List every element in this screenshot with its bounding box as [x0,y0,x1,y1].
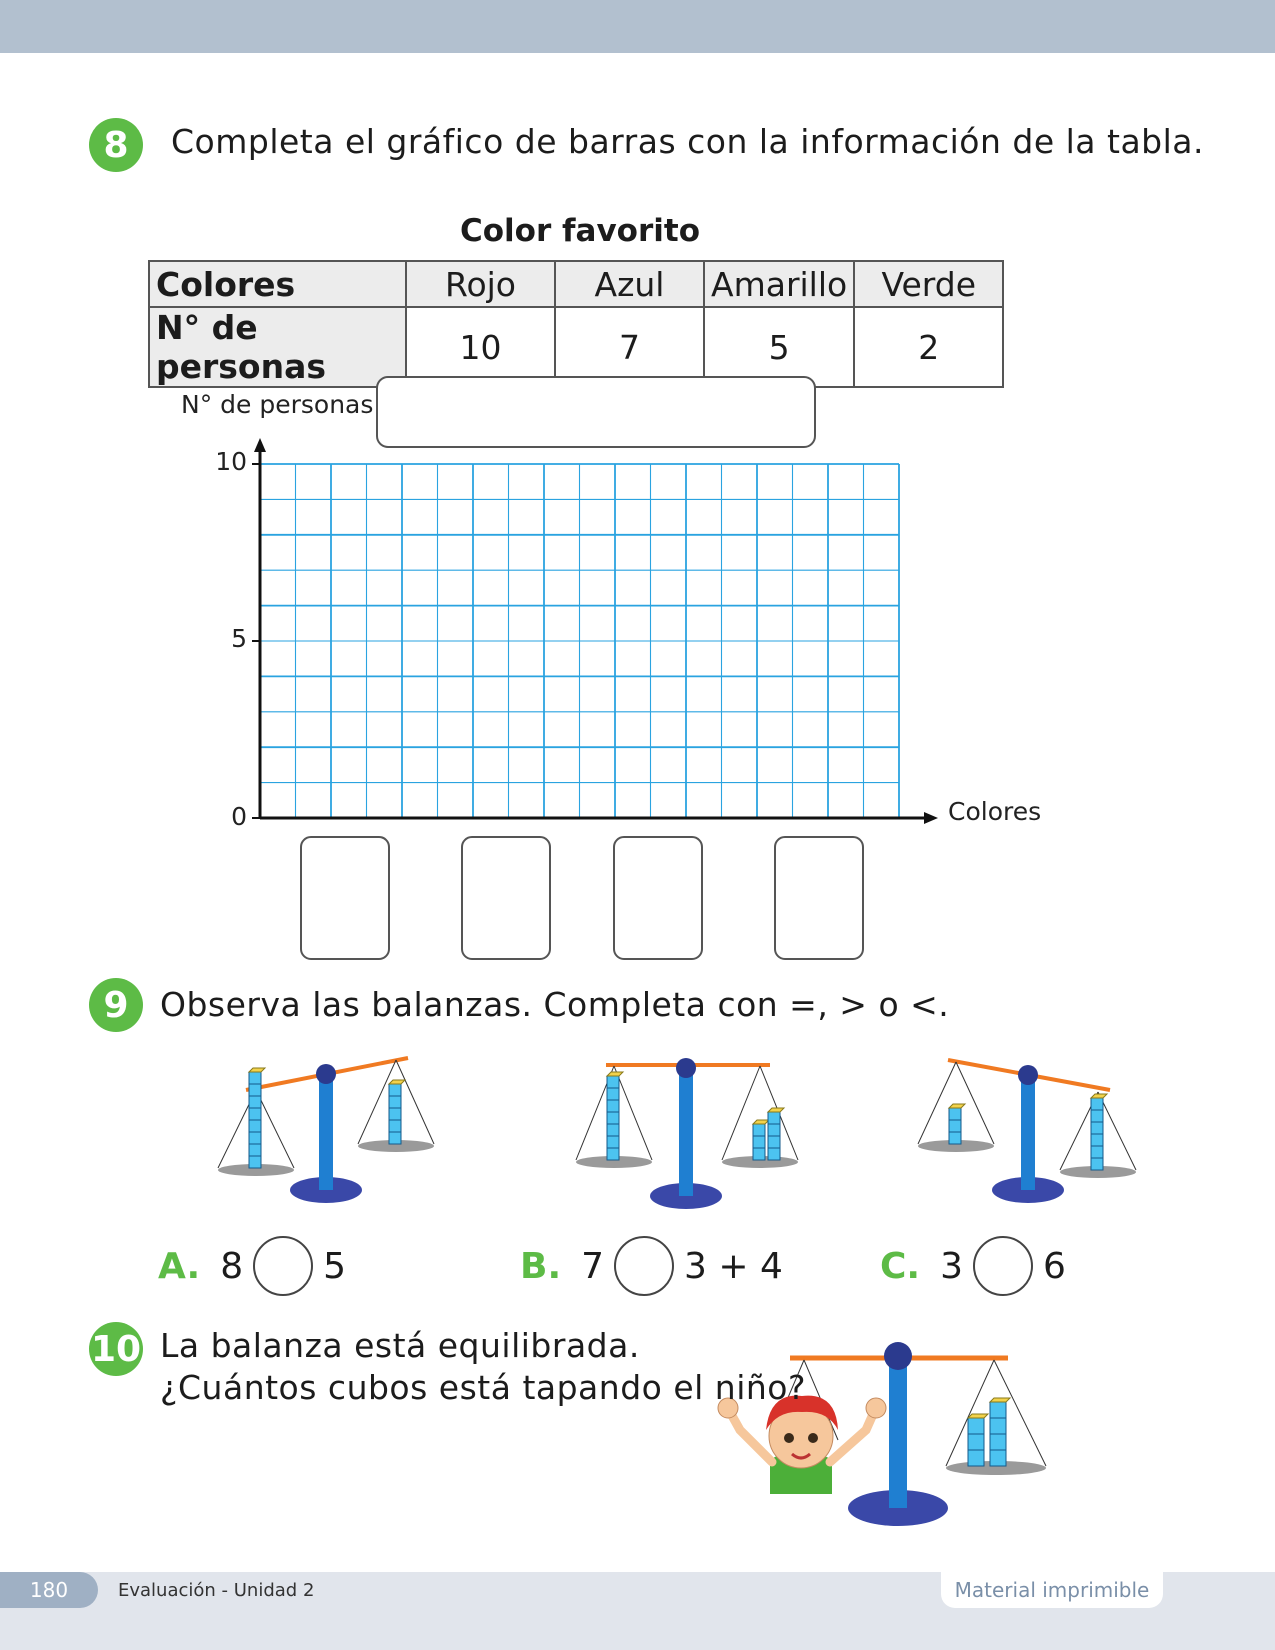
cube [607,1124,619,1136]
scale-pole [889,1358,907,1508]
question-10-line2: ¿Cuántos cubos está tapando el niño? [160,1368,806,1407]
table-cell-color: Rojo [406,261,555,307]
comparison-c [880,1236,1066,1296]
x-axis-label: Colores [948,797,1042,826]
cube-top [768,1108,784,1112]
cube [607,1076,619,1088]
boy-right-hand [866,1398,886,1418]
footer-tag: Material imprimible [941,1572,1163,1608]
cube-top [753,1120,769,1124]
cube [968,1450,984,1466]
cube [768,1124,780,1136]
comparison-letter: B. [520,1245,562,1287]
footer-section: Evaluación - Unidad 2 [118,1580,315,1601]
cube [990,1402,1006,1418]
cube-top [968,1414,988,1418]
cube [389,1096,401,1108]
cube [249,1156,261,1168]
cube [1091,1098,1103,1110]
cube [1091,1122,1103,1134]
cube [1091,1146,1103,1158]
cube [968,1434,984,1450]
cube [607,1148,619,1160]
scale-c [918,1060,1136,1203]
answer-circle[interactable] [253,1236,313,1296]
cube [768,1148,780,1160]
y-tick-label: 10 [215,447,247,476]
cube [249,1144,261,1156]
question-9-number: 9 [89,978,143,1032]
cube [990,1450,1006,1466]
scale-pole [679,1068,693,1196]
cube [607,1112,619,1124]
comparison-left: 7 [581,1245,605,1287]
cube [949,1108,961,1120]
cube [249,1084,261,1096]
cube [1091,1158,1103,1170]
table-cell-color: Amarillo [704,261,854,307]
table-title: Color favorito [460,213,700,249]
pan-string [396,1060,434,1144]
pan-string [1098,1092,1136,1170]
scale-a [218,1058,434,1203]
boy-left-eye [784,1433,794,1443]
cube [768,1136,780,1148]
table-cell-color: Verde [854,261,1003,307]
cube [389,1084,401,1096]
cube [753,1148,765,1160]
cube-top [990,1398,1010,1402]
comparison-b [520,1236,783,1296]
cube [990,1418,1006,1434]
cube [949,1120,961,1132]
cube [249,1132,261,1144]
pan-string [614,1066,652,1160]
comparison-letter: A. [158,1245,201,1287]
cube [768,1112,780,1124]
cube [1091,1110,1103,1122]
cube [607,1100,619,1112]
cube-top [607,1072,623,1076]
cube-top [1091,1094,1107,1098]
question-8-text: Completa el gráfico de barras con la información de la tabla. [171,122,1205,161]
cube [968,1418,984,1434]
cube [249,1072,261,1084]
cube [607,1136,619,1148]
table-cell-count: 7 [555,307,704,387]
question-10-line1: La balanza está equilibrada. [160,1326,640,1365]
cube [990,1434,1006,1450]
cube-top [949,1104,965,1108]
page-number: 180 [0,1572,98,1608]
comparison-right: 5 [323,1245,347,1287]
scale-pole [319,1074,333,1190]
cube [753,1124,765,1136]
cube [249,1108,261,1120]
comparison-left: 3 [940,1245,964,1287]
y-axis-label: N° de personas [181,390,374,419]
cube [1091,1134,1103,1146]
scale-b [576,1058,798,1209]
y-tick-label: 0 [231,802,247,831]
cube-top [249,1068,265,1072]
question-8-number: 8 [89,118,143,172]
table-cell-count: 2 [854,307,1003,387]
comparison-left: 8 [220,1245,244,1287]
cube [389,1132,401,1144]
table-cell-color: Azul [555,261,704,307]
pan-string [256,1090,294,1168]
boy-left-arm [730,1412,772,1462]
comparison-right: 3 + 4 [684,1245,783,1287]
cube [607,1088,619,1100]
comparison-a [158,1236,346,1296]
scale-pivot [1018,1065,1038,1085]
table-cell-count: 5 [704,307,854,387]
pan-string [956,1062,994,1144]
comparison-right: 6 [1043,1245,1066,1287]
cube [249,1120,261,1132]
boy-right-eye [808,1433,818,1443]
scale-pivot [316,1064,336,1084]
row-header-people: N° de personas [149,307,406,387]
question-9-text: Observa las balanzas. Completa con =, > o <. [160,985,950,1024]
cube [249,1096,261,1108]
cube [389,1120,401,1132]
y-tick-label: 5 [231,624,247,653]
scale-pole [1021,1075,1035,1190]
comparison-letter: C. [880,1245,921,1287]
table-cell-count: 10 [406,307,555,387]
scale-pivot [676,1058,696,1078]
cube-top [389,1080,405,1084]
row-header-colors: Colores [149,261,406,307]
cube [753,1136,765,1148]
question-10-number: 10 [89,1322,143,1376]
cube [949,1132,961,1144]
scale-pivot [884,1342,912,1370]
answer-circle[interactable] [614,1236,674,1296]
boy-illustration [718,1396,886,1494]
cube [389,1108,401,1120]
answer-circle[interactable] [973,1236,1033,1296]
